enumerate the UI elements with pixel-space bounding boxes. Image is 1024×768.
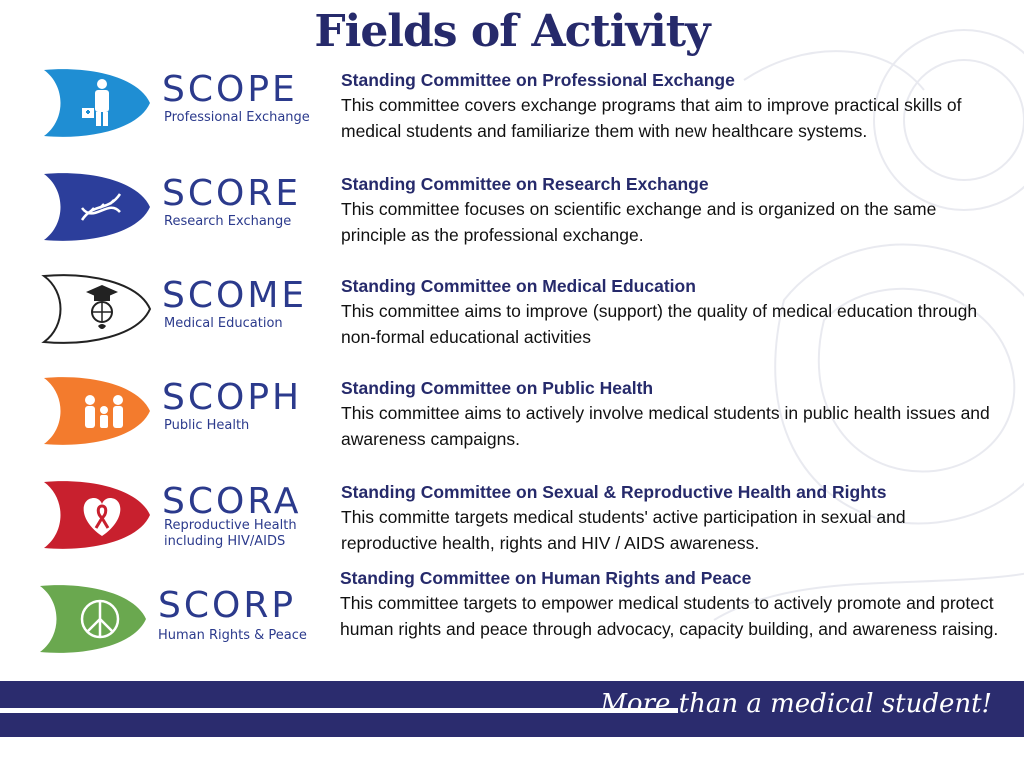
scome-abbr: SCOME [162,275,308,316]
committee-row-scora [0,480,1024,570]
scorp-abbr: SCORP [158,585,297,626]
scoph-subtitle: Public Health [164,418,250,433]
page-title: Fields of Activity [314,6,710,57]
scope-description: This committee covers exchange programs that aim to improve practical skills of medical students and familiarize them with new healthcare systems. [341,95,962,141]
scope-logo [38,68,156,138]
scora-title: Standing Committee on Sexual & Reproductive Health and Rights [341,482,887,502]
scorp-logo [34,584,152,654]
score-title: Standing Committee on Research Exchange [341,174,709,194]
committee-row-scope [0,68,1024,158]
scome-description: This committee aims to improve (support) the quality of medical education through non-formal educational activities [341,301,978,347]
committee-row-score [0,172,1024,262]
scorp-title: Standing Committee on Human Rights and Peace [340,568,752,588]
committee-row-scoph [0,376,1024,466]
score-subtitle: Research Exchange [164,214,292,229]
scorp-subtitle: Human Rights & Peace [158,628,307,643]
scora-subtitle-line-1: Reproductive Health [164,518,297,533]
scorp-description: This committee targets to empower medical students to actively promote and protect human rights and peace through advocacy, capacity building, and awareness raising. [340,593,999,639]
scome-subtitle: Medical Education [164,316,283,331]
scora-logo [38,480,156,550]
scope-subtitle: Professional Exchange [164,110,310,125]
footer-banner [0,681,1024,737]
scoph-description: This committee aims to actively involve medical students in public health issues and awareness campaigns. [341,403,990,449]
scoph-title: Standing Committee on Public Health [341,378,654,398]
committee-row-scorp [0,566,1024,656]
scora-abbr: SCORA [162,481,302,522]
scora-subtitle [164,518,297,550]
scoph-abbr: SCOPH [162,377,303,418]
footer-divider [0,708,678,713]
scope-abbr: SCOPE [162,69,298,110]
committee-row-scome [0,274,1024,364]
scome-title: Standing Committee on Medical Education [341,276,696,296]
score-logo [38,172,156,242]
scoph-logo [38,376,156,446]
tagline: More than a medical student! [600,689,992,719]
scome-logo [38,274,156,344]
scope-title: Standing Committee on Professional Exchange [341,70,735,90]
scora-description: This committe targets medical students' active participation in sexual and reproductive health, rights and HIV / AIDS awareness. [341,507,906,553]
scora-subtitle-line-2: including HIV/AIDS [164,534,286,549]
score-description: This committee focuses on scientific exchange and is organized on the same principle as the professional exchange. [341,199,937,245]
score-abbr: SCORE [162,173,302,214]
